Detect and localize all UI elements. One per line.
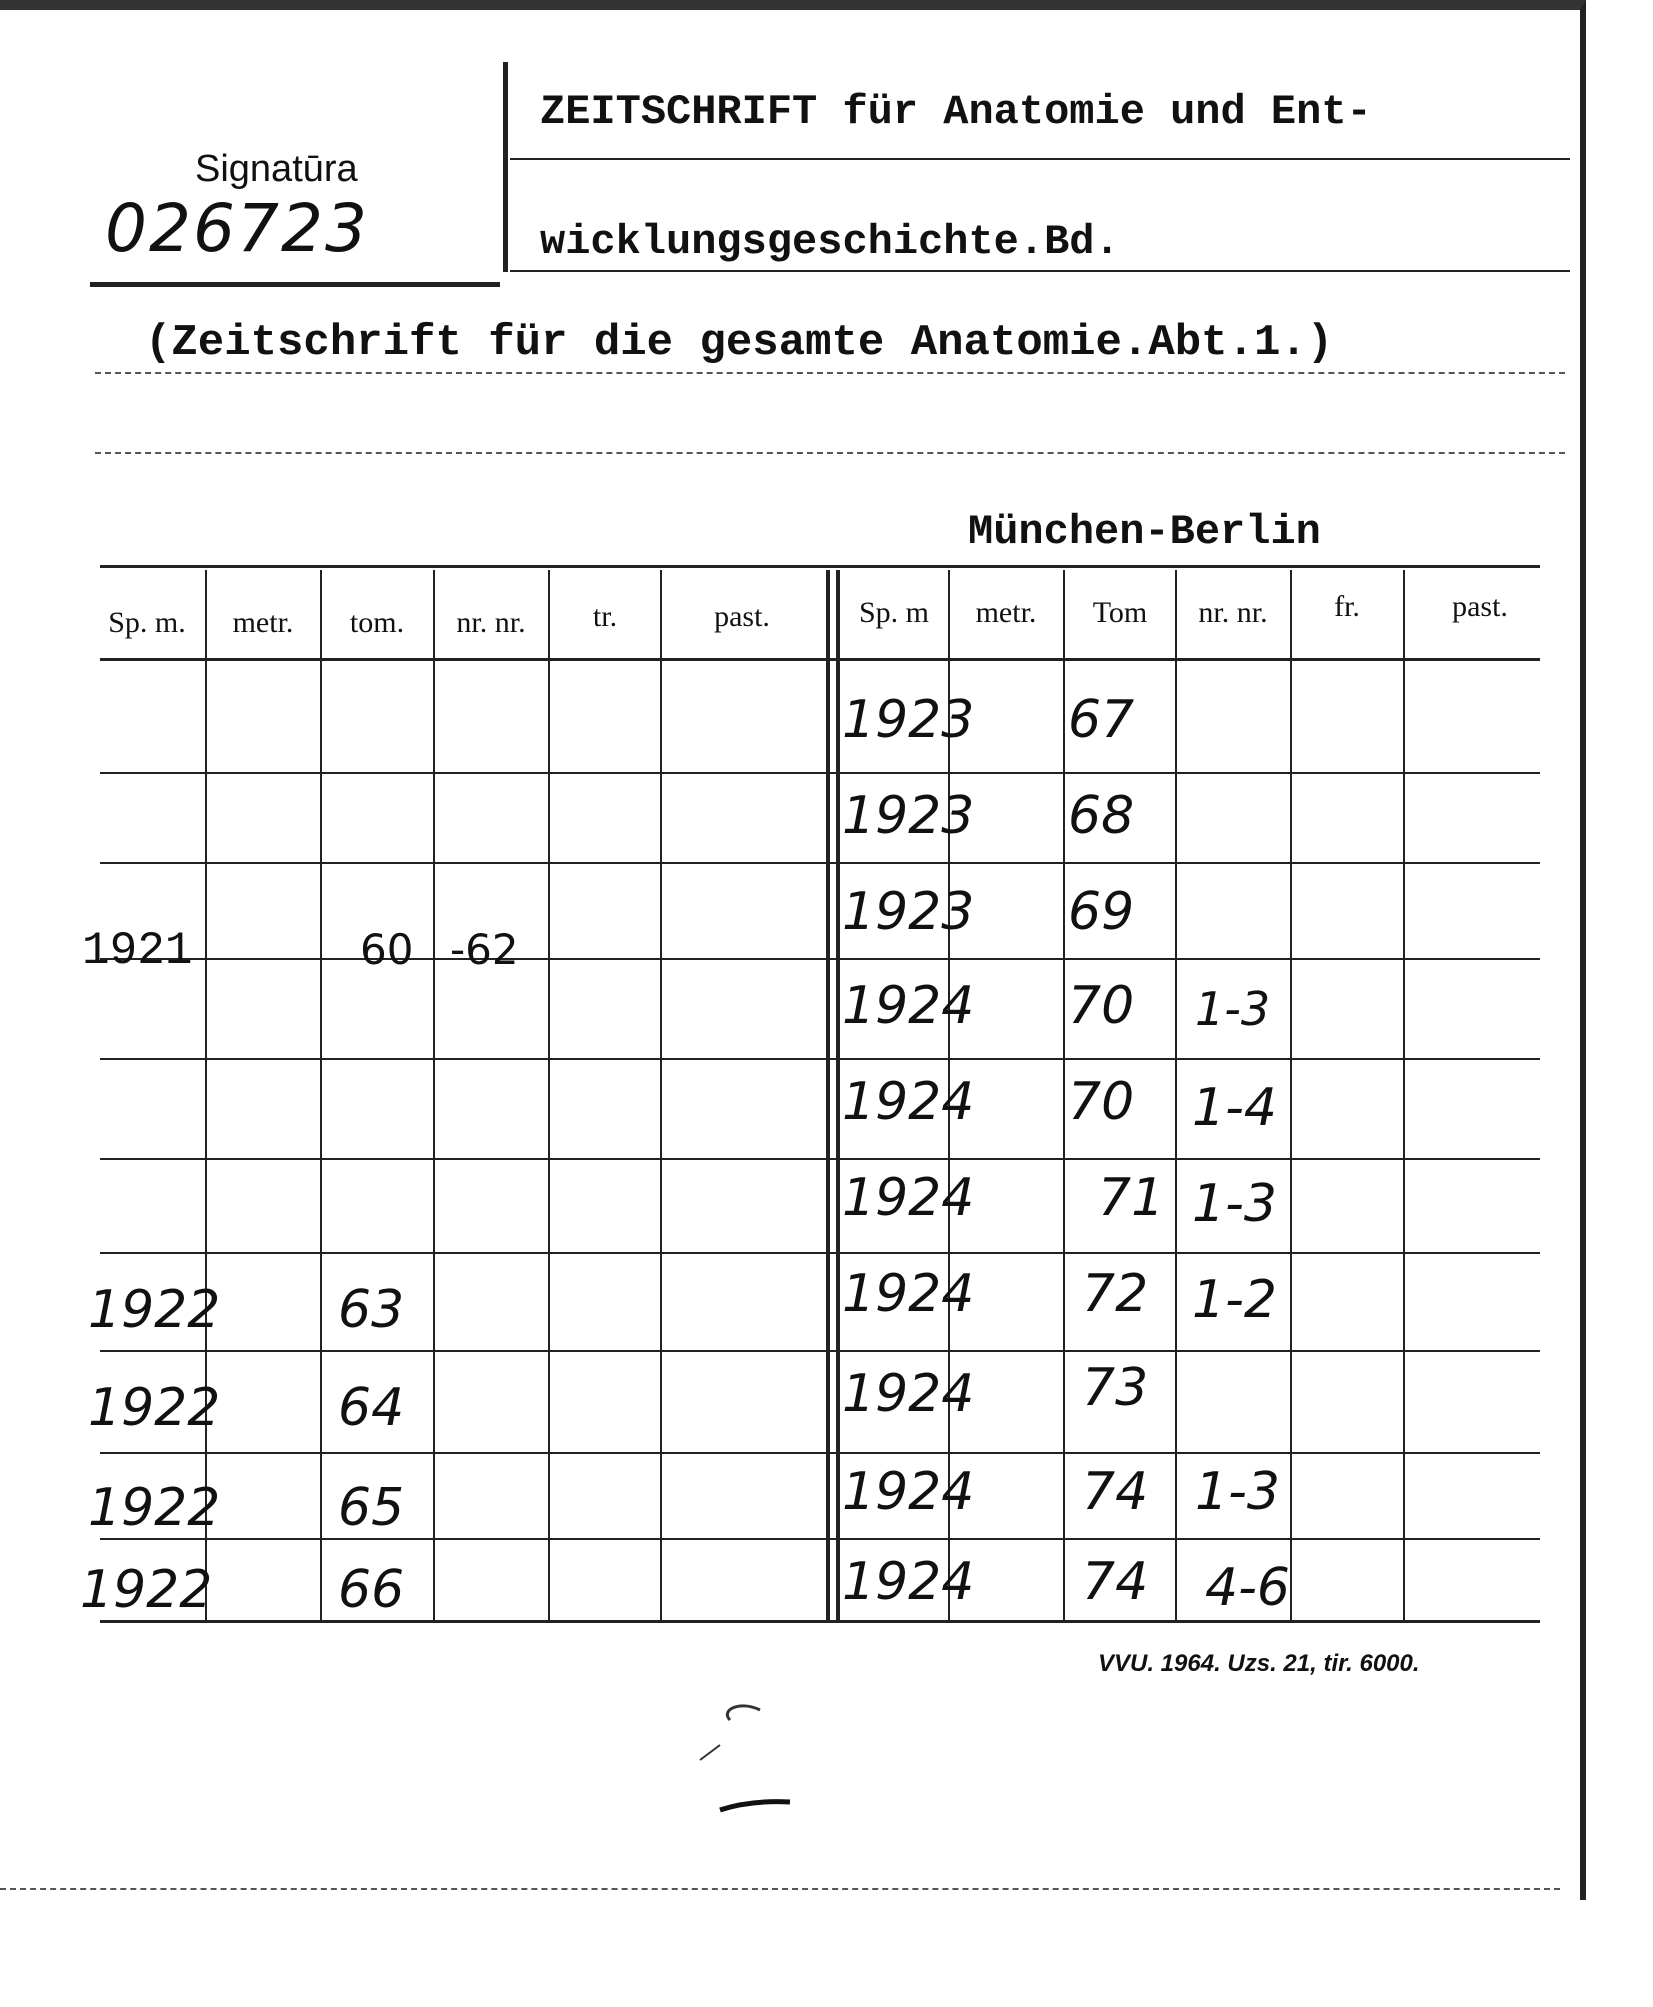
right-header-past: past. <box>1452 590 1508 623</box>
stray-pencil-mark <box>680 1690 840 1820</box>
right-row-6-year: 1924 <box>842 1168 975 1228</box>
right-row-10-year: 1924 <box>842 1552 975 1612</box>
left-header-nr-nr: nr. nr. <box>456 606 526 639</box>
right-row-7-nr: 1-2 <box>1192 1270 1277 1330</box>
right-row-1-tom: 67 <box>1068 690 1135 750</box>
right-row-4-nr: 1-3 <box>1195 982 1271 1036</box>
title-line-1-rule <box>510 158 1570 160</box>
table-bottom-rule <box>100 1620 1540 1623</box>
row-rule-8 <box>100 1452 1540 1454</box>
left-row-4-tom: 65 <box>338 1478 405 1538</box>
left-row-5-tom: 66 <box>338 1560 405 1620</box>
left-header-sp-m: Sp. m. <box>108 606 186 639</box>
right-header-metr: metr. <box>975 596 1037 629</box>
left-row-2-year: 1922 <box>88 1280 221 1340</box>
right-row-3-tom: 69 <box>1068 882 1135 942</box>
right-col-divider-5 <box>1403 570 1405 1620</box>
left-row-5-year: 1922 <box>80 1560 213 1620</box>
row-rule-7 <box>100 1350 1540 1352</box>
left-header-tr: tr. <box>592 600 618 633</box>
place-label: München-Berlin <box>968 508 1321 556</box>
right-row-3-year: 1923 <box>842 882 975 942</box>
center-divider-b <box>836 570 840 1620</box>
title-line-1: ZEITSCHRIFT für Anatomie und Ent- <box>540 88 1372 136</box>
row-rule-5 <box>100 1158 1540 1160</box>
card-bottom-edge <box>0 1888 1560 1893</box>
row-rule-9 <box>100 1538 1540 1540</box>
signature-label: Signatūra <box>195 148 358 190</box>
right-row-2-tom: 68 <box>1068 786 1135 846</box>
right-row-6-tom: 71 <box>1098 1168 1165 1228</box>
left-row-1-nr: -62 <box>450 925 519 974</box>
right-row-10-tom: 74 <box>1082 1552 1149 1612</box>
subtitle: (Zeitschrift für die gesamte Anatomie.Abt.1.) <box>145 318 1334 368</box>
blank-rule <box>95 452 1565 454</box>
right-header-tom: Tom <box>1092 596 1148 629</box>
right-row-10-nr: 4-6 <box>1205 1558 1290 1618</box>
right-header-nr-nr: nr. nr. <box>1198 596 1268 629</box>
left-col-divider-5 <box>660 570 662 1620</box>
header-bottom-rule <box>100 658 1540 661</box>
printer-note: VVU. 1964. Uzs. 21, tir. 6000. <box>1098 1650 1420 1677</box>
row-rule-3 <box>100 958 1540 960</box>
left-col-divider-4 <box>548 570 550 1620</box>
right-header-sp-m: Sp. m <box>858 596 930 629</box>
left-row-3-tom: 64 <box>338 1378 405 1438</box>
right-row-5-tom: 70 <box>1068 1072 1135 1132</box>
right-row-9-year: 1924 <box>842 1462 975 1522</box>
right-row-2-year: 1923 <box>842 786 975 846</box>
left-header-past: past. <box>714 600 770 633</box>
left-col-divider-2 <box>320 570 322 1620</box>
title-line-2: wicklungsgeschichte.Bd. <box>540 218 1120 266</box>
right-row-9-nr: 1-3 <box>1195 1462 1280 1522</box>
right-row-6-nr: 1-3 <box>1192 1174 1277 1234</box>
row-rule-4 <box>100 1058 1540 1060</box>
left-row-2-tom: 63 <box>338 1280 405 1340</box>
signature-number: 026723 <box>105 190 369 267</box>
left-row-3-year: 1922 <box>88 1378 221 1438</box>
right-row-9-tom: 74 <box>1082 1462 1149 1522</box>
row-rule-2 <box>100 862 1540 864</box>
left-row-1-year: 1921 <box>82 925 193 977</box>
right-row-1-year: 1923 <box>842 690 975 750</box>
left-header-metr: metr. <box>232 606 294 639</box>
row-rule-6 <box>100 1252 1540 1254</box>
right-row-4-tom: 70 <box>1068 976 1135 1036</box>
right-row-7-tom: 72 <box>1082 1264 1149 1324</box>
row-rule-1 <box>100 772 1540 774</box>
right-row-5-nr: 1-4 <box>1192 1078 1277 1138</box>
left-row-1-tom: 60 <box>360 925 414 974</box>
left-header-tom: tom. <box>349 606 405 639</box>
table-top-rule <box>100 565 1540 568</box>
title-divider <box>503 62 508 272</box>
left-col-divider-3 <box>433 570 435 1620</box>
signature-underline <box>90 282 500 287</box>
left-col-divider-1 <box>205 570 207 1620</box>
title-line-2-rule <box>510 270 1570 272</box>
right-col-divider-2 <box>1063 570 1065 1620</box>
right-row-4-year: 1924 <box>842 976 975 1036</box>
center-divider-a <box>826 570 830 1620</box>
right-col-divider-3 <box>1175 570 1177 1620</box>
right-col-divider-4 <box>1290 570 1292 1620</box>
right-header-fr: fr. <box>1334 590 1360 623</box>
right-row-8-year: 1924 <box>842 1364 975 1424</box>
right-row-7-year: 1924 <box>842 1264 975 1324</box>
right-row-8-tom: 73 <box>1082 1358 1149 1418</box>
left-row-4-year: 1922 <box>88 1478 221 1538</box>
right-row-5-year: 1924 <box>842 1072 975 1132</box>
subtitle-rule <box>95 372 1565 374</box>
